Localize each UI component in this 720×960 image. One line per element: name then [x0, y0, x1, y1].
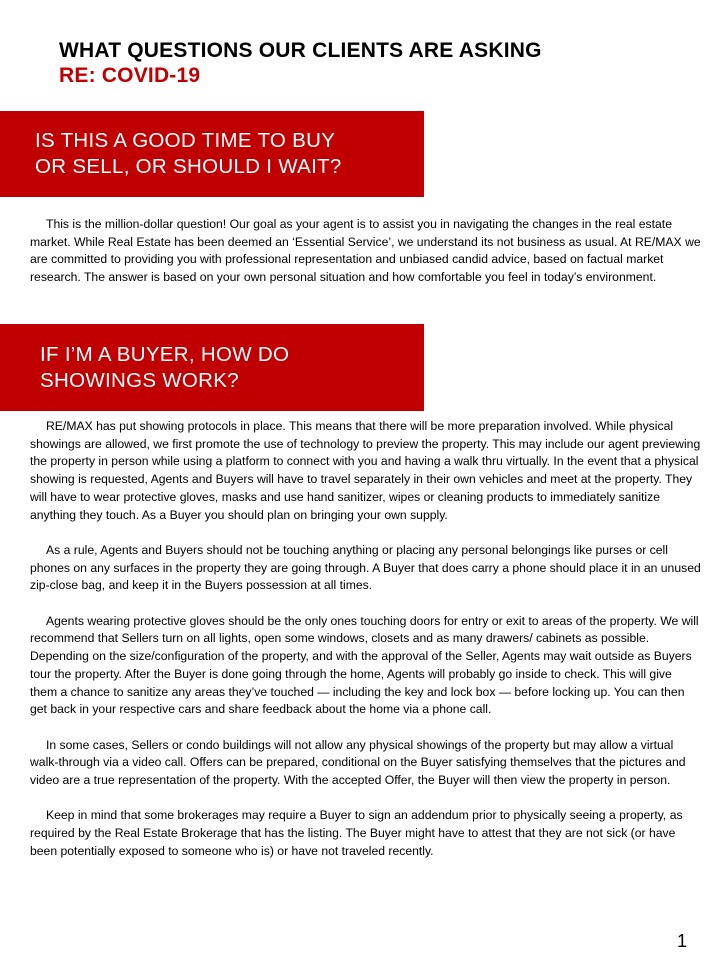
section-heading-line1: IS THIS A GOOD TIME TO BUY: [35, 129, 336, 152]
section-heading-line2: OR SELL, OR SHOULD I WAIT?: [35, 155, 342, 178]
page-subtitle-covid: RE: COVID-19: [59, 64, 201, 87]
section-heading-showings: [40, 342, 289, 394]
page-number: 1: [677, 931, 688, 951]
section-body-timing: [30, 216, 702, 287]
section-heading-line2: SHOWINGS WORK?: [40, 368, 239, 392]
body-paragraph: In some cases, Sellers or condo buildings will not allow any physical showings of the property but may allow a virtual walk-through via a video call. Offers can be prepared, conditional on the Buyer satisfying themselves that the pictures and video are a true representation of the property. With the accepted Offer, the Buyer will then view the property in person.: [30, 737, 686, 788]
page-title-line1: WHAT QUESTIONS OUR CLIENTS ARE ASKING: [59, 39, 542, 62]
section-heading-timing: [35, 128, 342, 180]
body-paragraph: Agents wearing protective gloves should be the only ones touching doors for entry or exit to areas of the property. We will recommend that Sellers turn on all lights, open some windows, closets and as many drawers/ cabinets as possible. Depending on the size/configuration of the property, and with the approval of the Seller, Agents may wait outside as Buyers tour the property. After the Buyer is done going through the home, Agents will probably go inside to check. This will give them a chance to sanitize any areas they’ve touched — including the key and lock box — before locking up. You can then get back in your respective cars and share feedback about the home via a phone call.: [30, 613, 699, 717]
section-body-showings: [30, 418, 702, 861]
section-heading-banner-timing: [0, 111, 424, 197]
body-paragraph: This is the million-dollar question! Our goal as your agent is to assist you in navigating the changes in the real estate market. While Real Estate has been deemed an ‘Essential Service’, we understand its not business as usual. At RE/MAX we are committed to providing you with professional representation and unbiased candid advice, based on factual market research. The answer is based on your own personal situation and how comfortable you feel in today’s environment.: [30, 217, 701, 285]
body-paragraph: As a rule, Agents and Buyers should not be touching anything or placing any personal belongings like purses or cell phones on any surfaces in the property they are going through. A Buyer that does carry a phone should place it in an unused zip-close bag, and keep it in the Buyers possession at all times.: [30, 542, 701, 593]
section-heading-line1: IF I’M A BUYER, HOW DO: [40, 342, 290, 366]
page-title: [59, 38, 542, 88]
section-heading-banner-showings: [0, 324, 424, 411]
body-paragraph: RE/MAX has put showing protocols in place. This means that there will be more preparation involved. While physical showings are allowed, we first promote the use of technology to preview the property. This may include our agent previewing the property in person while using a platform to connect with you and having a walk thru virtually. In the event that a physical showing is requested, Agents and Buyers will have to travel separately in their own vehicles and meet at the property. They will have to wear protective gloves, masks and use hand sanitizer, wipes or cleaning products to immediately sanitize anything they touch. As a Buyer you should plan on bringing your own supply.: [30, 419, 701, 522]
body-paragraph: Keep in mind that some brokerages may require a Buyer to sign an addendum prior to physically seeing a property, as required by the Real Estate Brokerage that has the listing. The Buyer might have to attest that they are not sick (or have been potentially exposed to someone who is) or have not traveled recently.: [30, 808, 683, 858]
